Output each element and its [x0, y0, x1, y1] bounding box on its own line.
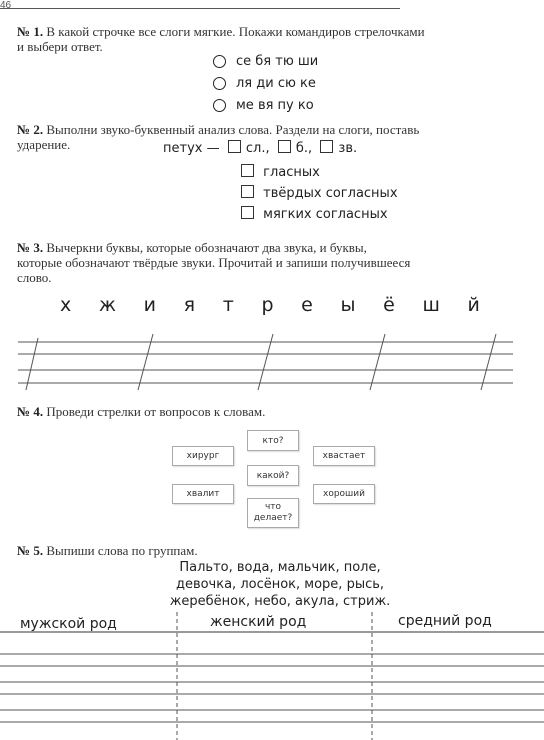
task2-text-line1: Выполни звуко-буквенный анализ слова. Раздели на слоги, поставь: [46, 122, 420, 137]
task3-number: № 3.: [17, 240, 44, 255]
task1-number: № 1.: [17, 24, 44, 39]
task3-text-line3: слово.: [17, 270, 52, 285]
page-number: 46: [0, 0, 12, 11]
radio-circle-icon[interactable]: [213, 55, 226, 68]
column-header-feminine: женский род: [210, 614, 307, 630]
letters-label: б.,: [295, 141, 313, 156]
checkbox-icon[interactable]: [241, 164, 254, 177]
task4-text: Проведи стрелки от вопросов к словам.: [46, 404, 266, 419]
task4-instructions: [17, 404, 537, 419]
task2-row-label: гласных: [263, 165, 320, 180]
task5-word-list: [130, 559, 430, 610]
task4-number: № 4.: [17, 404, 44, 419]
letter[interactable]: ш: [422, 294, 440, 316]
letter[interactable]: ж: [98, 294, 117, 316]
task5-text: Выпиши слова по группам.: [46, 543, 198, 558]
letter[interactable]: й: [467, 294, 480, 316]
word-list-line: девочка, лосёнок, море, рысь,: [175, 577, 385, 592]
task2-word-line: [163, 140, 357, 156]
checkbox-icon[interactable]: [241, 185, 254, 198]
task2-row-hard: [241, 183, 398, 204]
task2-row-label: мягких согласных: [263, 207, 388, 222]
question-card-what-kind[interactable]: какой?: [247, 465, 299, 486]
letter[interactable]: и: [143, 294, 157, 316]
task1-text-line1: В какой строчке все слоги мягкие. Покажи командиров стрелочками: [46, 24, 425, 39]
checkbox-icon[interactable]: [320, 140, 333, 153]
task1-text-line2: и выбери ответ.: [17, 39, 103, 54]
letter[interactable]: ы: [340, 294, 356, 316]
question-card-what-does[interactable]: что делает?: [247, 498, 299, 528]
sounds-label: зв.: [338, 141, 358, 156]
word-list-line: жеребёнок, небо, акула, стриж.: [169, 594, 391, 609]
letter[interactable]: х: [60, 294, 72, 316]
handwriting-lines[interactable]: [18, 328, 513, 396]
checkbox-icon[interactable]: [228, 140, 241, 153]
task1-option-label: ме вя пу ко: [236, 97, 314, 113]
radio-circle-icon[interactable]: [213, 99, 226, 112]
letter[interactable]: р: [261, 294, 274, 316]
top-rule: [0, 8, 400, 9]
task1-option-label: ля ди сю ке: [236, 75, 316, 91]
task3-instructions: [17, 240, 537, 285]
word-card-praises[interactable]: хвалит: [172, 484, 234, 504]
task2-row-soft: [241, 204, 398, 225]
word-card-good[interactable]: хороший: [313, 484, 375, 504]
question-card-who[interactable]: кто?: [247, 430, 299, 451]
checkbox-icon[interactable]: [278, 140, 291, 153]
word-list-line: Пальто, вода, мальчик, поле,: [179, 560, 381, 575]
task2-text-line2: ударение.: [17, 137, 71, 152]
task3-text-line2: которые обозначают твёрдые звуки. Прочитай и запиши получившееся: [17, 255, 411, 270]
task2-row-vowels: [241, 162, 398, 183]
task1-option-2[interactable]: [213, 72, 318, 94]
checkbox-icon[interactable]: [241, 206, 254, 219]
task1-option-1[interactable]: [213, 50, 318, 72]
task1-options: [213, 50, 318, 116]
task3-text-line1: Вычеркни буквы, которые обозначают два звука, и буквы,: [46, 240, 367, 255]
task5-number: № 5.: [17, 543, 44, 558]
letter[interactable]: я: [183, 294, 196, 316]
task2-row-label: твёрдых согласных: [263, 186, 398, 201]
radio-circle-icon[interactable]: [213, 77, 226, 90]
letter[interactable]: т: [222, 294, 234, 316]
task1-option-3[interactable]: [213, 94, 318, 116]
letter[interactable]: е: [301, 294, 313, 316]
task1-option-label: се бя тю ши: [236, 53, 319, 69]
syllables-label: сл.,: [245, 141, 270, 156]
letter[interactable]: ё: [383, 294, 395, 316]
word-card-boasts[interactable]: хвастает: [313, 446, 375, 466]
task2-rows: [241, 162, 398, 225]
word-card-surgeon[interactable]: хирург: [172, 446, 234, 466]
task2-number: № 2.: [17, 122, 44, 137]
task5-instructions: [17, 543, 537, 558]
grouping-table[interactable]: [0, 608, 544, 740]
column-header-neuter: средний род: [398, 613, 492, 629]
task2-word: петух —: [163, 141, 220, 156]
column-header-masculine: мужской род: [20, 616, 117, 632]
task3-letters: [60, 294, 480, 316]
